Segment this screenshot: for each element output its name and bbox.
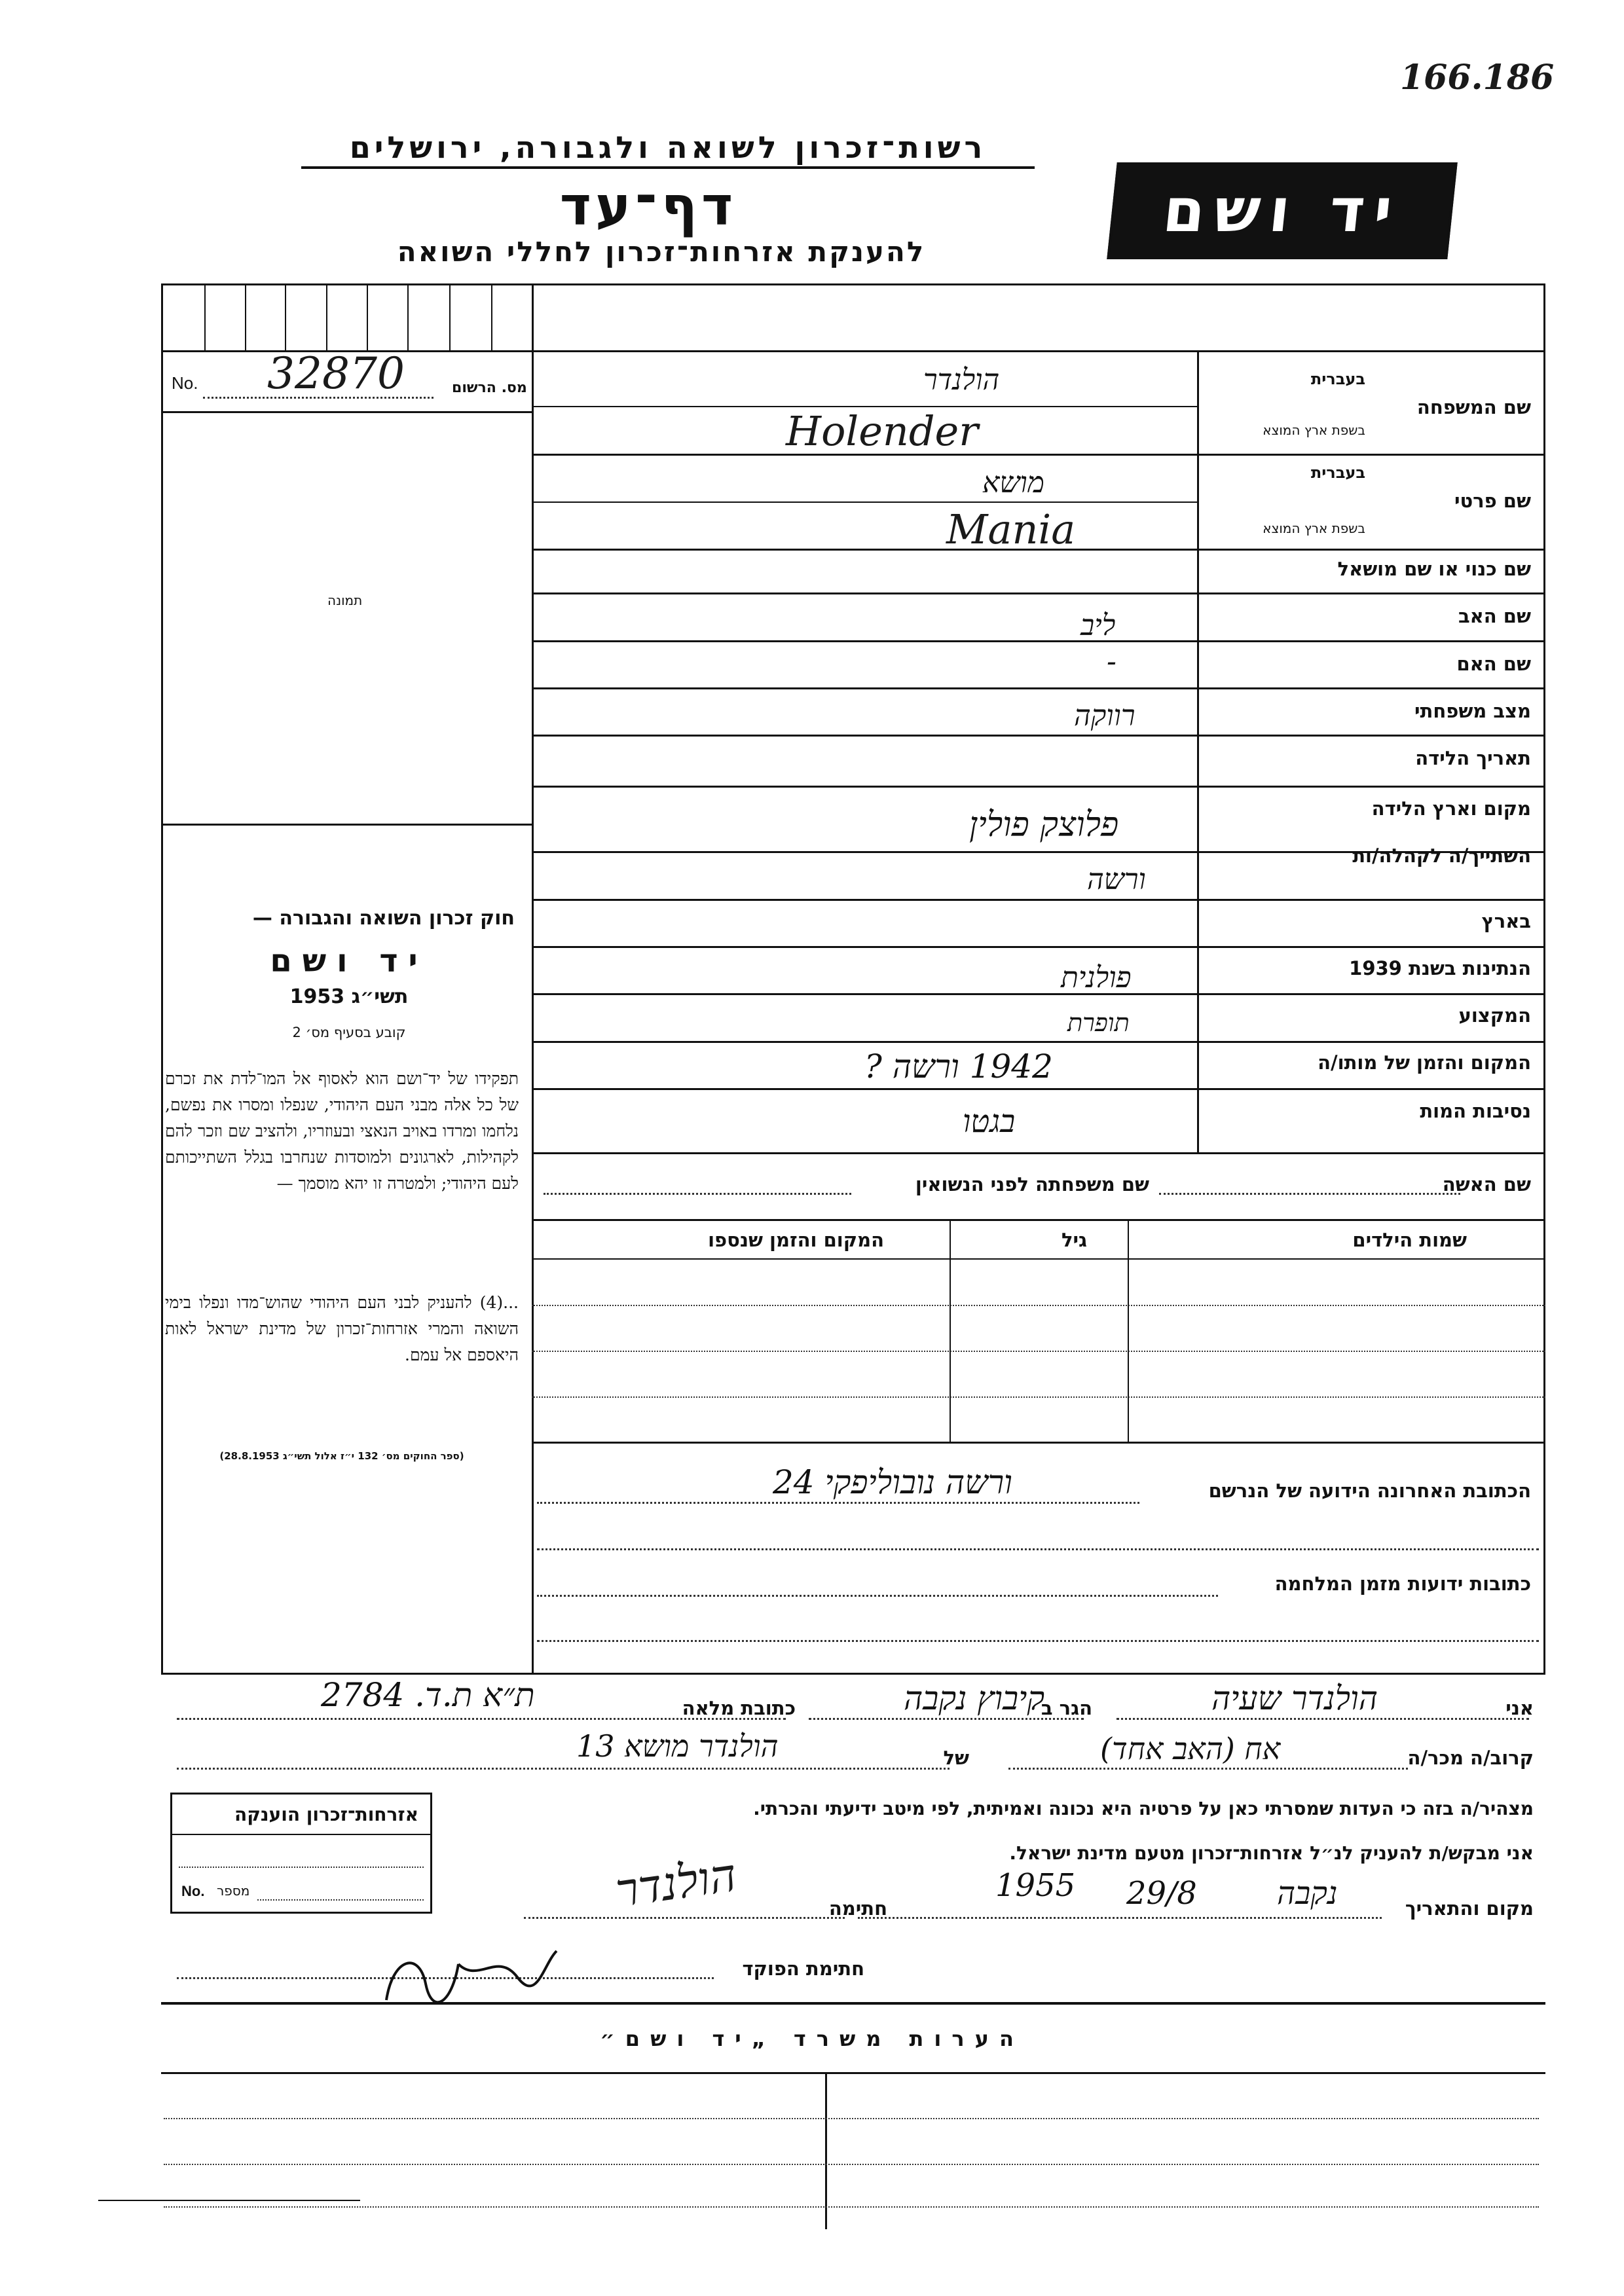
wartime-address-label: כתובות ידועות מזמן המלחמה: [1274, 1573, 1531, 1595]
place-date-label: מקום והתאריך: [1405, 1897, 1534, 1920]
law-paragraph-2: ...(4) להעניק לבני העם היהודי שהוש־מדו ונפלו בימי השואה והמרי אזרחות־זכרון של מדינת ישראל לאות היאספם אל עמם.: [165, 1293, 519, 1364]
last-address-value: ורשה נובוליפקי 24: [773, 1463, 1012, 1501]
first-name-label: שם פרטי: [1454, 490, 1531, 512]
place-value: נקבה: [1277, 1875, 1338, 1912]
logo-text: יד ושם: [1160, 175, 1405, 246]
grant-box-no-label: No.: [181, 1883, 205, 1899]
death-circumstances-label: נסיבות המות: [1420, 1100, 1531, 1122]
of-value: הולנדר מושא 13: [576, 1728, 779, 1764]
death-circumstances-value: בגטו: [963, 1103, 1016, 1140]
country-label: בארץ: [1481, 910, 1531, 932]
resides-value: קיבוץ נקבה: [904, 1679, 1045, 1717]
date-value: 29/8: [1126, 1875, 1197, 1912]
frame-divider: [532, 283, 534, 1675]
marital-status-label: מצב משפחתי: [1414, 700, 1531, 722]
form-title: דף־עד: [559, 175, 737, 238]
declarant-name: הולנדר שעיה: [1211, 1679, 1378, 1717]
community-value: ורשה: [1087, 863, 1146, 896]
father-value: ליב: [1080, 609, 1116, 642]
registration-number: 32870: [267, 348, 405, 399]
profession-label: המקצוע: [1458, 1004, 1531, 1027]
registration-no-label: No.: [172, 373, 198, 393]
mother-label: שם האם: [1456, 653, 1531, 675]
statement-text: מצהיר/ה בזה כי העדות שמסרתי כאן על פרטיה היא נכונה ואמיתית, לפי מיטב ידיעתי והכרתי.: [753, 1798, 1534, 1819]
law-year: תשי״ג 1953: [289, 985, 409, 1008]
first-name-hebrew-value: מושא: [982, 466, 1044, 500]
family-name-hebrew-label: בעברית: [1310, 370, 1365, 388]
birth-place-label: מקום וארץ הלידה: [1371, 797, 1531, 820]
law-paragraph-1: תפקידו של יד־ושם הוא לאסוף אל המו־לדת את זכרם של כל אלה מבני העם היהודי, שנפלו ומסרו את נפשם, נלחמו ומרדו באויב הנאצי ובעוזריו, ולהציב שם וזכר להם לקהילות, לארגונים ולמוסדות שנחרבו בגלל השתייכותם לעם היהודי; ולמטרה זו יהא מוסמך —: [165, 1069, 519, 1193]
first-name-origin-label: בשפת ארץ המוצא: [1263, 520, 1365, 536]
law-footnote: (ספר החוקים מס׳ 132 י״ז אלול תשי״ג 28.8.1953): [219, 1450, 464, 1462]
authority-name: רשות־זכרון לשואה ולגבורה, ירושלים: [301, 130, 1035, 169]
officer-signature: [380, 1938, 563, 2010]
birth-date-label: תאריך הלידה: [1415, 747, 1531, 769]
children-place-header: המקום והזמן שנספו: [708, 1229, 884, 1251]
grant-box-title: אזרחות־זכרון הוענקה: [234, 1804, 418, 1825]
family-name-hebrew-value: הולנדר: [923, 363, 1000, 397]
family-name-origin-label: בשפת ארץ המוצא: [1263, 422, 1365, 438]
form-subtitle: להענקת אזרחות־זכרון לחללי השואה: [397, 236, 926, 268]
citizenship-value: פולנית: [1061, 961, 1132, 994]
family-name-origin-value: Holender: [786, 407, 978, 455]
address-label: כתובת מלאה: [682, 1697, 796, 1719]
spouse-label: שם האשה: [1442, 1173, 1531, 1195]
declarant-signature: הולנדר: [612, 1848, 740, 1918]
request-text: אני מבקש/ת להעניק לנ״ל אזרחות־זכרון מטעם מדינת ישראל.: [1009, 1842, 1534, 1864]
photo-label: תמונה: [327, 592, 363, 608]
resides-label: הגר ב: [1041, 1697, 1092, 1719]
family-name-label: שם המשפחה: [1416, 396, 1531, 418]
father-label: שם האב: [1458, 605, 1531, 627]
first-name-hebrew-label: בעברית: [1310, 464, 1365, 482]
law-name: יד ושם: [270, 943, 428, 979]
signature-label: חתימה: [828, 1897, 887, 1920]
nickname-label: שם כנוי או שם מושאל: [1337, 558, 1531, 580]
of-label: של: [943, 1747, 969, 1769]
children-names-header: שמות הילדים: [1352, 1229, 1467, 1251]
spouse-maiden-label: שם משפחתה לפני הנשואין: [915, 1173, 1149, 1195]
mother-value: -: [1107, 645, 1116, 678]
profession-value: תופרת: [1067, 1008, 1130, 1037]
registration-label: מס. הרשום: [452, 380, 527, 396]
children-age-header: גיל: [1061, 1229, 1087, 1251]
death-place-time-value: 1942 ורשה ?: [864, 1048, 1053, 1085]
last-address-label: הכתובת האחרונה הידועה של הנרשם: [1208, 1480, 1531, 1502]
law-title: חוק זכרון השואה והגבורה —: [252, 907, 515, 930]
grant-box-number-label: מספר: [217, 1883, 250, 1899]
declarant-i-label: אני: [1505, 1697, 1534, 1719]
relation-value: אח (האב אחד): [1100, 1731, 1281, 1766]
death-place-time-label: המקום והזמן של מותו/ה: [1318, 1051, 1531, 1074]
community-label: השתייך/ה לקהלה/ות: [1352, 845, 1531, 867]
grant-box: [170, 1793, 432, 1914]
first-name-origin-value: Mania: [946, 505, 1076, 553]
birth-place-value: פלוצק פולין: [969, 805, 1119, 845]
law-clause: קובע בסעיף מס׳ 2: [292, 1025, 406, 1040]
archive-number: 166.186: [1400, 58, 1555, 98]
officer-signature-label: חתימת הפוקד: [742, 1958, 864, 1980]
citizenship-label: הנתינות בשנת 1939: [1349, 957, 1531, 979]
marital-status-value: רווקה: [1074, 699, 1135, 733]
relation-label: קרוב/ה מכר/ה: [1407, 1747, 1534, 1769]
year-value: 1955: [995, 1867, 1076, 1904]
office-notes-title: הערות משרד „יד ושם״: [600, 2026, 1024, 2051]
yad-vashem-logo: [1107, 162, 1458, 259]
address-value: ת״א ת.ד. 2784: [321, 1676, 535, 1714]
